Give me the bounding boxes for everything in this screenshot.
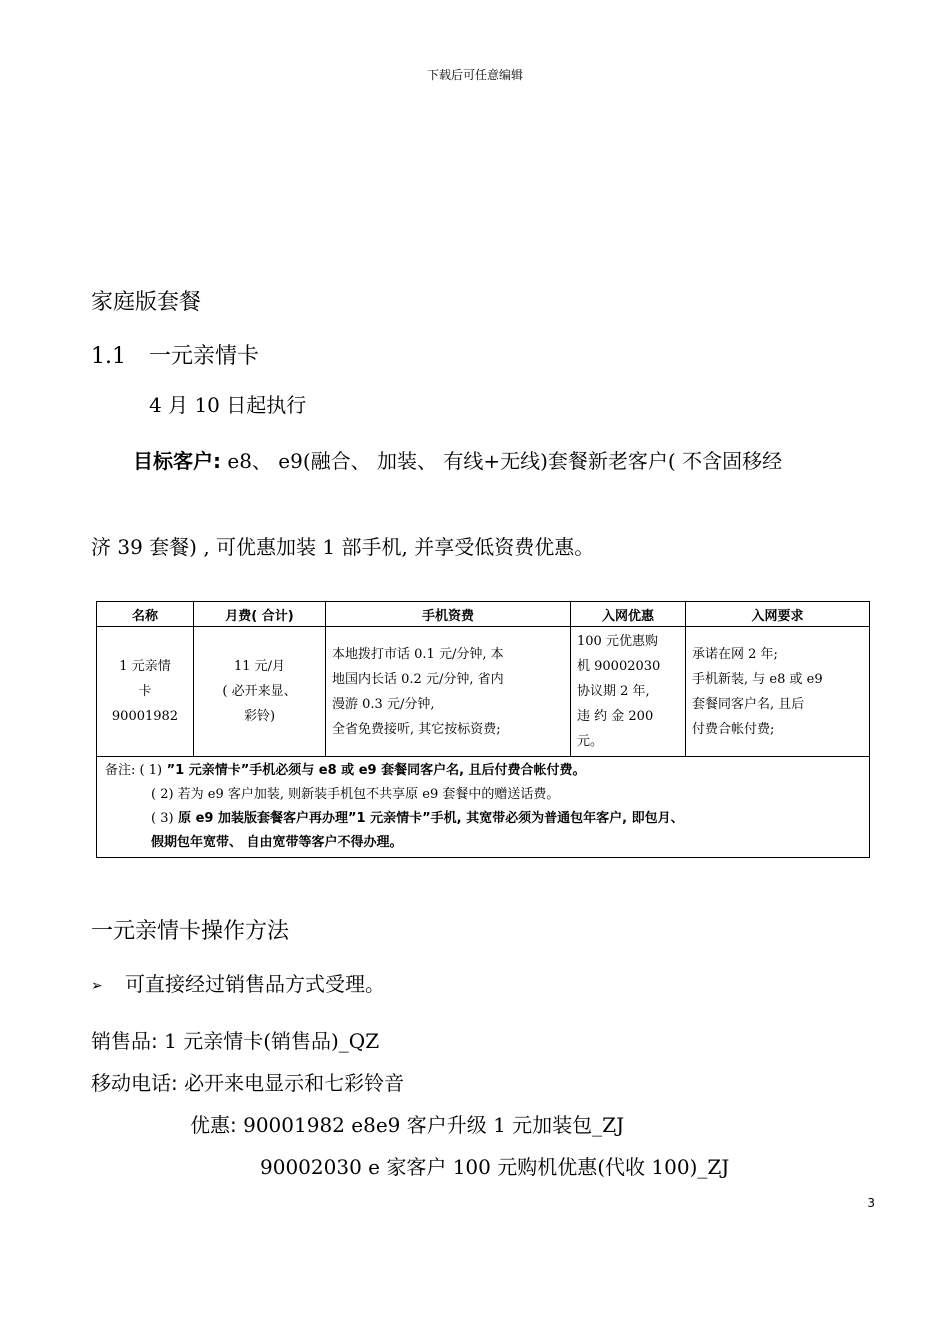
remarks-row (97, 757, 870, 858)
mobile-line (91, 1067, 404, 1096)
cell-promo: 100 元优惠购 机 90002030 协议期 2 年, 违 约 金 200 元。 (571, 627, 686, 757)
header-note: 下载后可任意编辑 (426, 68, 523, 82)
bullet-text: 可直接经过销售品方式受理。 (125, 972, 385, 996)
mobile-label: 移动电话: (91, 1071, 178, 1095)
header-rates: 手机资费 (326, 602, 571, 627)
plan-table (96, 601, 870, 858)
table-header-row (97, 602, 870, 627)
section-title: 家庭版套餐 (91, 290, 202, 315)
remark-1: 备注: ( 1) ”1 元亲情卡”手机必须与 e8 或 e9 套餐同客户名, 且后付费合帐付费。 (105, 763, 586, 778)
subsection-heading (91, 339, 259, 370)
remarks-cell (97, 757, 870, 858)
target-text-1: e8、 e9(融合、 加装、 有线+无线)套餐新老客户( 不含固移经 (221, 449, 783, 473)
header-requirements: 入网要求 (686, 602, 870, 627)
sale-item-line (91, 1025, 379, 1054)
target-text-2: 济 39 套餐) , 可优惠加装 1 部手机, 并享受低资费优惠。 (91, 535, 595, 559)
table-row (97, 627, 870, 757)
target-label: 目标客户: (133, 449, 221, 473)
subsection-title: 一元亲情卡 (149, 344, 260, 369)
target-customers (133, 445, 893, 474)
subsection-number: 1.1 (91, 344, 126, 369)
header-promo: 入网优惠 (571, 602, 686, 627)
effective-date: 4 月 10 日起执行 (149, 393, 307, 417)
cell-requirements: 承诺在网 2 年; 手机新装, 与 e8 或 e9 套餐同客户名, 且后 付费合帐付费; (686, 627, 870, 757)
cell-rates: 本地拨打市话 0.1 元/分钟, 本 地国内长话 0.2 元/分钟, 省内 漫游 0.3 元/分钟, 全省免费接听, 其它按标资费; (326, 627, 571, 757)
sale-value: 1 元亲情卡(销售品)_QZ (157, 1029, 380, 1053)
remark-3-continued: 假期包年宽带、 自由宽带等客户不得办理。 (151, 835, 403, 850)
operations-bullet (91, 968, 385, 997)
promo-line-1 (190, 1109, 624, 1138)
sale-label: 销售品: (91, 1029, 158, 1053)
remark-3: ( 3) 原 e9 加装版套餐客户再办理”1 元亲情卡”手机, 其宽带必须为普通包年客户, 即包月、 (151, 811, 684, 826)
cell-name: 1 元亲情 卡 90001982 (97, 627, 194, 757)
header-name: 名称 (97, 602, 194, 627)
promo-label: 优惠: (190, 1113, 237, 1137)
mobile-value: 必开来电显示和七彩铃音 (177, 1071, 405, 1095)
page-number: 3 (867, 1196, 875, 1210)
arrow-bullet-icon: ➢ (91, 977, 103, 994)
header-fee: 月费( 合计) (194, 602, 326, 627)
cell-fee: 11 元/月 ( 必开来显、 彩铃) (194, 627, 326, 757)
remark-2: ( 2) 若为 e9 客户加装, 则新装手机包不共享原 e9 套餐中的赠送话费。 (151, 787, 560, 802)
promo-value-1: 90001982 e8e9 客户升级 1 元加装包_ZJ (236, 1113, 625, 1137)
promo-line-2: 90002030 e 家客户 100 元购机优惠(代收 100)_ZJ (260, 1155, 730, 1179)
operations-title: 一元亲情卡操作方法 (91, 919, 290, 944)
